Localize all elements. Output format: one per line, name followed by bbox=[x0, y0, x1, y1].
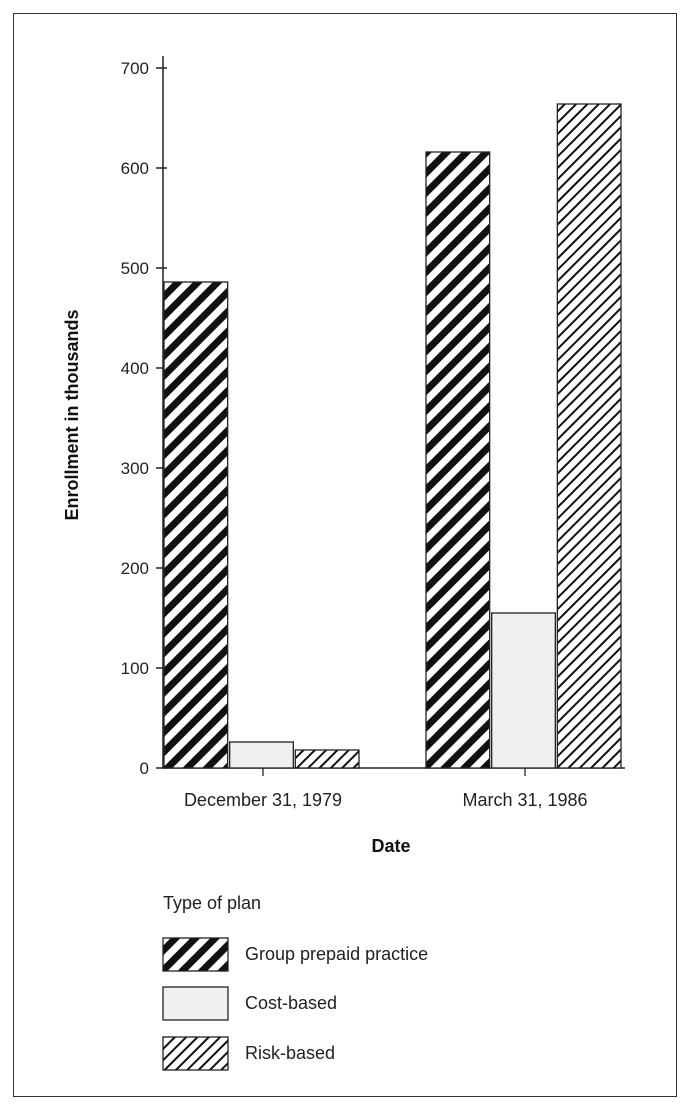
y-tick-label: 100 bbox=[120, 659, 149, 678]
bar-cost-based bbox=[492, 613, 556, 768]
bar-group-prepaid-practice bbox=[164, 282, 228, 768]
legend-label: Group prepaid practice bbox=[245, 944, 429, 964]
x-category-label: December 31, 1979 bbox=[183, 790, 343, 810]
x-axis-title: Date bbox=[371, 836, 411, 856]
bar-group-prepaid-practice bbox=[426, 152, 490, 768]
y-tick-label: 400 bbox=[120, 359, 149, 378]
y-tick-label: 500 bbox=[120, 259, 149, 278]
legend-swatch bbox=[163, 1037, 228, 1070]
y-tick-label: 700 bbox=[120, 59, 149, 78]
bar-cost-based bbox=[230, 742, 294, 768]
legend-label: Risk-based bbox=[245, 1043, 336, 1063]
bar-risk-based bbox=[295, 750, 359, 768]
y-axis-title: Enrollment in thousands bbox=[62, 309, 82, 521]
x-category-label: March 31, 1986 bbox=[462, 790, 588, 810]
legend-title: Type of plan bbox=[163, 893, 262, 913]
bar-risk-based bbox=[557, 104, 621, 768]
legend-swatch bbox=[163, 938, 228, 971]
legend-swatch bbox=[163, 987, 228, 1020]
y-tick-label: 200 bbox=[120, 559, 149, 578]
y-tick-label: 0 bbox=[139, 759, 149, 778]
y-tick-label: 300 bbox=[120, 459, 149, 478]
legend-label: Cost-based bbox=[245, 993, 338, 1013]
y-tick-label: 600 bbox=[120, 159, 149, 178]
